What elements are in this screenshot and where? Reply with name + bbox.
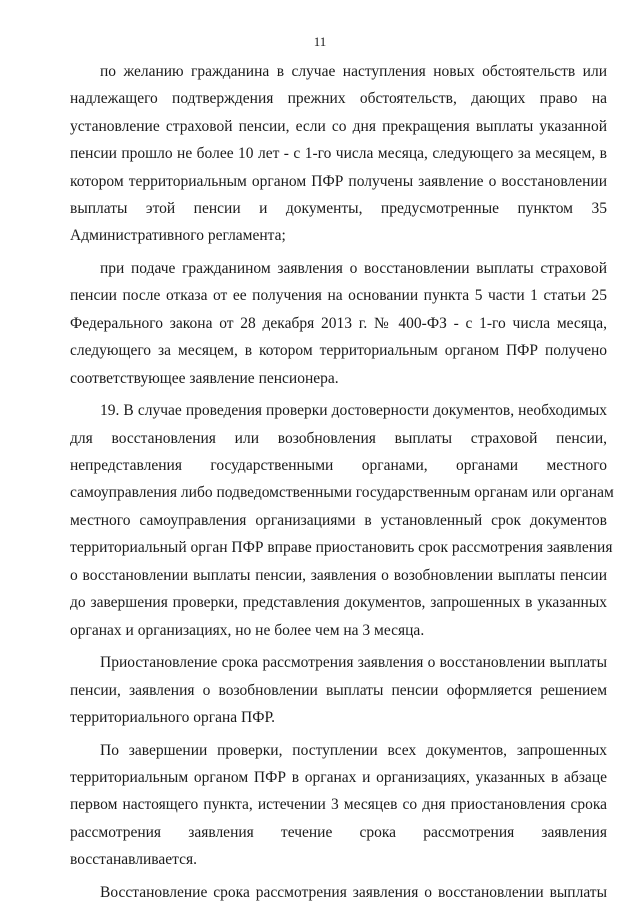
text-line: по желанию гражданина в случае наступления новых обстоятельств или xyxy=(100,63,607,80)
paragraph xyxy=(70,879,607,906)
text-line: самоуправления либо подведомственными государственным органам или органам xyxy=(70,484,614,502)
text-line: территориального органа ПФР. xyxy=(70,708,276,726)
text-line: восстанавливается. xyxy=(70,851,197,869)
text-line: органах и организациях, но не более чем на 3 месяца. xyxy=(70,621,425,639)
text-line: рассмотрения заявления течение срока рассмотрения заявления xyxy=(70,823,607,841)
text-line: котором территориальным органом ПФР получены заявление о восстановлении xyxy=(70,172,607,190)
text-line: территориальным органом ПФР в органах и организациях, указанных в абзаце xyxy=(70,768,607,786)
text-line: Приостановление срока рассмотрения заявления о восстановлении выплаты xyxy=(100,654,607,672)
text-line: Восстановление срока рассмотрения заявления о восстановлении выплаты xyxy=(100,883,607,901)
text-line: соответствующее заявление пенсионера. xyxy=(70,369,339,387)
text-line: 19. В случае проведения проверки достоверности документов, необходимых xyxy=(100,402,607,420)
text-line: следующего за месяцем, в котором территориальным органом ПФР получено xyxy=(70,342,607,360)
text-line: надлежащего подтверждения прежних обстоятельств, дающих право на xyxy=(70,90,607,108)
text-line: пенсии, заявления о возобновлении выплаты пенсии оформляется решением xyxy=(70,681,607,699)
text-line: Федерального закона от 28 декабря 2013 г. № 400-ФЗ - с 1-го числа месяца, xyxy=(70,314,607,332)
text-line: По завершении проверки, поступлении всех документов, запрошенных xyxy=(100,741,607,759)
text-line: до завершения проверки, представления документов, запрошенных в указанных xyxy=(70,594,607,612)
text-line: для восстановления или возобновления выплаты страховой пенсии, xyxy=(70,429,607,447)
text-line: первом настоящего пункта, истечении 3 месяцев со дня приостановления срока xyxy=(70,796,607,814)
text-line: пенсии прошло не более 10 лет - с 1-го числа месяца, следующего за месяцем, в xyxy=(70,145,607,163)
paragraph xyxy=(70,737,607,874)
text-line: при подаче гражданином заявления о восстановлении выплаты страховой xyxy=(100,260,607,278)
text-line: местного самоуправления организациями в установленный срок документов xyxy=(70,511,607,529)
text-line: о восстановлении выплаты пенсии, заявления о возобновлении выплаты пенсии xyxy=(70,566,607,584)
text-line: территориальный орган ПФР вправе приостановить срок рассмотрения заявления xyxy=(70,539,613,557)
paragraph xyxy=(70,649,607,731)
paragraph xyxy=(70,397,614,644)
paragraph xyxy=(70,255,607,392)
text-line: выплаты этой пенсии и документы, предусмотренные пунктом 35 xyxy=(70,200,607,218)
text-line: установление страховой пенсии, если со дня прекращения выплаты указанной xyxy=(70,117,607,135)
page-number: 11 xyxy=(313,34,327,49)
text-line: непредставления государственными органами, органами местного xyxy=(70,457,607,475)
text-line: Административного регламента; xyxy=(70,227,286,245)
paragraph xyxy=(70,58,607,250)
text-line: пенсии после отказа от ее получения на основании пункта 5 части 1 статьи 25 xyxy=(70,287,607,305)
body-text xyxy=(70,58,614,906)
